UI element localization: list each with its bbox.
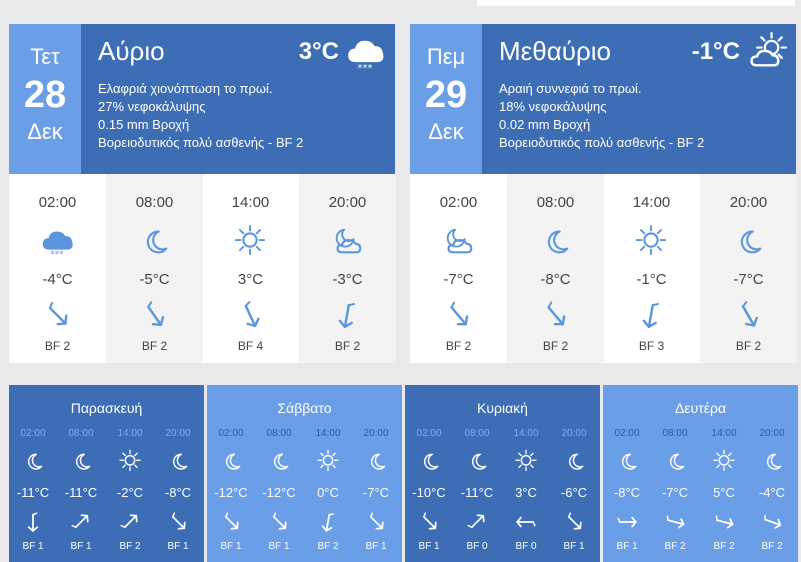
forecast-beaufort: BF 0 — [515, 541, 537, 552]
moon-icon — [69, 449, 93, 473]
forecast-slot — [453, 385, 501, 562]
wind-arrow-icon — [70, 511, 92, 533]
day-title: Αύριο — [98, 36, 165, 66]
wind-arrow-icon — [220, 511, 242, 533]
day-description — [98, 80, 303, 152]
forecast-time: 08:00 — [662, 428, 688, 439]
forecast-slot — [154, 385, 202, 562]
forecast-time: 08:00 — [266, 428, 292, 439]
slot-time: 02:00 — [38, 194, 77, 211]
forecast-time: 20:00 — [561, 428, 587, 439]
wind-arrow-icon — [317, 511, 339, 533]
forecast-time: 20:00 — [759, 428, 785, 439]
forecast-temperature: -12°C — [262, 485, 296, 500]
wind-arrow-icon — [268, 511, 290, 533]
top-bar — [477, 0, 795, 6]
hourly-slot — [700, 174, 797, 363]
forecast-beaufort: BF 1 — [365, 541, 387, 552]
forecast-slot — [304, 385, 352, 562]
moon-icon — [137, 224, 171, 258]
slot-time: 14:00 — [231, 194, 270, 211]
wind-arrow-icon — [515, 511, 537, 533]
wind-arrow-icon — [22, 511, 44, 533]
description-line: Βορειοδυτικός πολύ ασθενής - BF 2 — [98, 135, 304, 150]
forecast-temperature: 5°C — [713, 485, 735, 500]
forecast-day-name: Δευτέρα — [674, 400, 727, 416]
slot-temperature: -5°C — [139, 271, 170, 288]
day-title: Μεθαύριο — [499, 36, 611, 66]
description-line: 0.02 mm Βροχή — [499, 117, 591, 132]
forecast-temperature: -2°C — [116, 485, 144, 500]
forecast-beaufort: BF 2 — [119, 541, 141, 552]
description-line: Αραιή συννεφιά το πρωί. — [499, 81, 642, 96]
day-card-tomorrow[interactable] — [9, 24, 395, 363]
wind-arrow-icon — [466, 511, 488, 533]
sun-icon — [233, 224, 267, 258]
moon-icon — [219, 449, 243, 473]
slot-temperature: -3°C — [332, 271, 363, 288]
forecast-time: 08:00 — [68, 428, 94, 439]
forecast-temperature: 3°C — [515, 485, 537, 500]
forecast-temperature: -4°C — [758, 485, 786, 500]
forecast-beaufort: BF 1 — [167, 541, 189, 552]
forecast-time: 02:00 — [20, 428, 46, 439]
forecast-day-name: Κυριακή — [477, 400, 528, 416]
svg-text:***: *** — [357, 62, 373, 74]
slot-beaufort: BF 4 — [237, 339, 264, 353]
forecast-time: 14:00 — [315, 428, 341, 439]
wind-arrow-icon — [332, 300, 362, 330]
forecast-temperature: -12°C — [214, 485, 248, 500]
forecast-beaufort: BF 1 — [70, 541, 92, 552]
wind-arrow-icon — [235, 300, 265, 330]
forecast-slot — [255, 385, 303, 562]
forecast-time: 14:00 — [513, 428, 539, 439]
wind-arrow-icon — [540, 300, 570, 330]
slot-beaufort: BF 3 — [638, 339, 665, 353]
forecast-time: 14:00 — [117, 428, 143, 439]
moon-icon — [21, 449, 45, 473]
wind-arrow-icon — [167, 511, 189, 533]
forecast-slot — [603, 385, 651, 562]
slot-beaufort: BF 2 — [44, 339, 71, 353]
day-description — [499, 80, 704, 152]
description-line: Βορειοδυτικός πολύ ασθενής - BF 2 — [499, 135, 705, 150]
slot-time: 08:00 — [536, 194, 575, 211]
hourly-slot — [507, 174, 604, 363]
forecast-beaufort: BF 1 — [563, 541, 585, 552]
forecast-day-name: Σάββατο — [277, 400, 332, 416]
forecast-beaufort: BF 1 — [22, 541, 44, 552]
hourly-slot — [410, 174, 507, 363]
moon-icon — [364, 449, 388, 473]
forecast-temperature: 0°C — [317, 485, 339, 500]
slot-time: 02:00 — [439, 194, 478, 211]
wind-arrow-icon — [418, 511, 440, 533]
day-card-header — [9, 24, 395, 174]
forecast-slot — [106, 385, 154, 562]
wind-arrow-icon — [563, 511, 585, 533]
partly-cloudy-night-icon — [441, 224, 475, 258]
wind-arrow-icon — [713, 511, 735, 533]
forecast-time: 02:00 — [416, 428, 442, 439]
hourly-slot — [9, 174, 106, 363]
moon-icon — [267, 449, 291, 473]
date-weekday: Πεμ — [426, 44, 466, 69]
forecast-card-saturday[interactable] — [207, 385, 402, 562]
forecast-day-name: Παρασκευή — [70, 400, 143, 416]
date-box — [9, 24, 81, 174]
forecast-temperature: -7°C — [362, 485, 390, 500]
forecast-time: 20:00 — [363, 428, 389, 439]
hourly-slot — [106, 174, 203, 363]
wind-arrow-icon — [139, 300, 169, 330]
slot-time: 20:00 — [729, 194, 768, 211]
forecast-beaufort: BF 2 — [713, 541, 735, 552]
sun-icon — [634, 224, 668, 258]
wind-arrow-icon — [616, 511, 638, 533]
hourly-slot — [299, 174, 396, 363]
wind-arrow-icon — [664, 511, 686, 533]
wind-arrow-icon — [636, 300, 666, 330]
forecast-time: 02:00 — [218, 428, 244, 439]
forecast-slot — [207, 385, 255, 562]
forecast-temperature: -8°C — [613, 485, 641, 500]
slot-temperature: -4°C — [42, 271, 73, 288]
hourly-slot — [202, 174, 299, 363]
forecast-card-monday[interactable] — [603, 385, 798, 562]
forecast-card-friday[interactable] — [9, 385, 204, 562]
slot-time: 08:00 — [135, 194, 174, 211]
forecast-temperature: -7°C — [661, 485, 689, 500]
sun-icon — [118, 449, 142, 473]
slot-beaufort: BF 2 — [735, 339, 762, 353]
wind-arrow-icon — [119, 511, 141, 533]
wind-arrow-icon — [443, 300, 473, 330]
forecast-card-sunday[interactable] — [405, 385, 600, 562]
forecast-temperature: -10°C — [412, 485, 446, 500]
date-box — [410, 24, 482, 174]
forecast-beaufort: BF 1 — [220, 541, 242, 552]
day-card-header — [410, 24, 796, 174]
slot-temperature: -7°C — [443, 271, 474, 288]
slot-temperature: -1°C — [636, 271, 667, 288]
forecast-beaufort: BF 2 — [761, 541, 783, 552]
forecast-time: 08:00 — [464, 428, 490, 439]
forecast-beaufort: BF 2 — [664, 541, 686, 552]
snow-cloud-icon — [40, 224, 74, 261]
slot-beaufort: BF 2 — [141, 339, 168, 353]
description-line: 0.15 mm Βροχή — [98, 117, 190, 132]
date-day: 28 — [23, 74, 67, 116]
forecast-beaufort: BF 1 — [616, 541, 638, 552]
forecast-slot — [9, 385, 57, 562]
description-line: 27% νεφοκάλυψης — [98, 99, 206, 114]
date-day: 29 — [424, 74, 468, 116]
forecast-slot — [352, 385, 400, 562]
wind-arrow-icon — [365, 511, 387, 533]
hourly-slots — [9, 174, 395, 363]
slot-temperature: -7°C — [733, 271, 764, 288]
slot-beaufort: BF 2 — [334, 339, 361, 353]
wind-arrow-icon — [761, 511, 783, 533]
snow-cloud-icon — [345, 32, 385, 72]
slot-time: 20:00 — [328, 194, 367, 211]
moon-icon — [465, 449, 489, 473]
forecast-slot — [651, 385, 699, 562]
moon-icon — [663, 449, 687, 473]
wind-arrow-icon — [42, 300, 72, 330]
hourly-slots — [410, 174, 796, 363]
moon-icon — [731, 224, 765, 258]
forecast-beaufort: BF 1 — [418, 541, 440, 552]
forecast-slot — [748, 385, 796, 562]
forecast-time: 02:00 — [614, 428, 640, 439]
hourly-slot — [603, 174, 700, 363]
wind-arrow-icon — [733, 300, 763, 330]
sun-icon — [316, 449, 340, 473]
day-temperature: -1°C — [691, 38, 740, 65]
slot-temperature: 3°C — [237, 271, 264, 288]
sun-icon — [712, 449, 736, 473]
forecast-beaufort: BF 0 — [466, 541, 488, 552]
forecast-temperature: -11°C — [16, 485, 50, 500]
date-month: Δεκ — [428, 119, 464, 144]
slot-temperature: -8°C — [540, 271, 571, 288]
forecast-slot — [502, 385, 550, 562]
slot-beaufort: BF 2 — [445, 339, 472, 353]
date-month: Δεκ — [27, 119, 63, 144]
forecast-temperature: -11°C — [64, 485, 98, 500]
forecast-time: 20:00 — [165, 428, 191, 439]
svg-text:***: *** — [50, 250, 64, 261]
description-line: Ελαφριά χιονόπτωση το πρωί. — [98, 81, 273, 96]
day-card-day-after[interactable] — [410, 24, 796, 363]
date-weekday: Τετ — [30, 44, 60, 69]
forecast-temperature: -8°C — [164, 485, 192, 500]
moon-icon — [417, 449, 441, 473]
slot-beaufort: BF 2 — [542, 339, 569, 353]
partly-cloudy-sun-icon — [746, 32, 786, 72]
forecast-slot — [550, 385, 598, 562]
moon-icon — [166, 449, 190, 473]
moon-icon — [615, 449, 639, 473]
forecast-temperature: -11°C — [460, 485, 494, 500]
moon-icon — [760, 449, 784, 473]
forecast-time: 14:00 — [711, 428, 737, 439]
moon-icon — [538, 224, 572, 258]
partly-cloudy-night-icon — [330, 224, 364, 258]
forecast-beaufort: BF 2 — [317, 541, 339, 552]
forecast-beaufort: BF 1 — [268, 541, 290, 552]
moon-icon — [562, 449, 586, 473]
slot-time: 14:00 — [632, 194, 671, 211]
sun-icon — [514, 449, 538, 473]
forecast-slot — [700, 385, 748, 562]
day-temperature: 3°C — [298, 38, 339, 65]
forecast-slot — [405, 385, 453, 562]
forecast-temperature: -6°C — [560, 485, 588, 500]
forecast-slot — [57, 385, 105, 562]
description-line: 18% νεφοκάλυψης — [499, 99, 607, 114]
